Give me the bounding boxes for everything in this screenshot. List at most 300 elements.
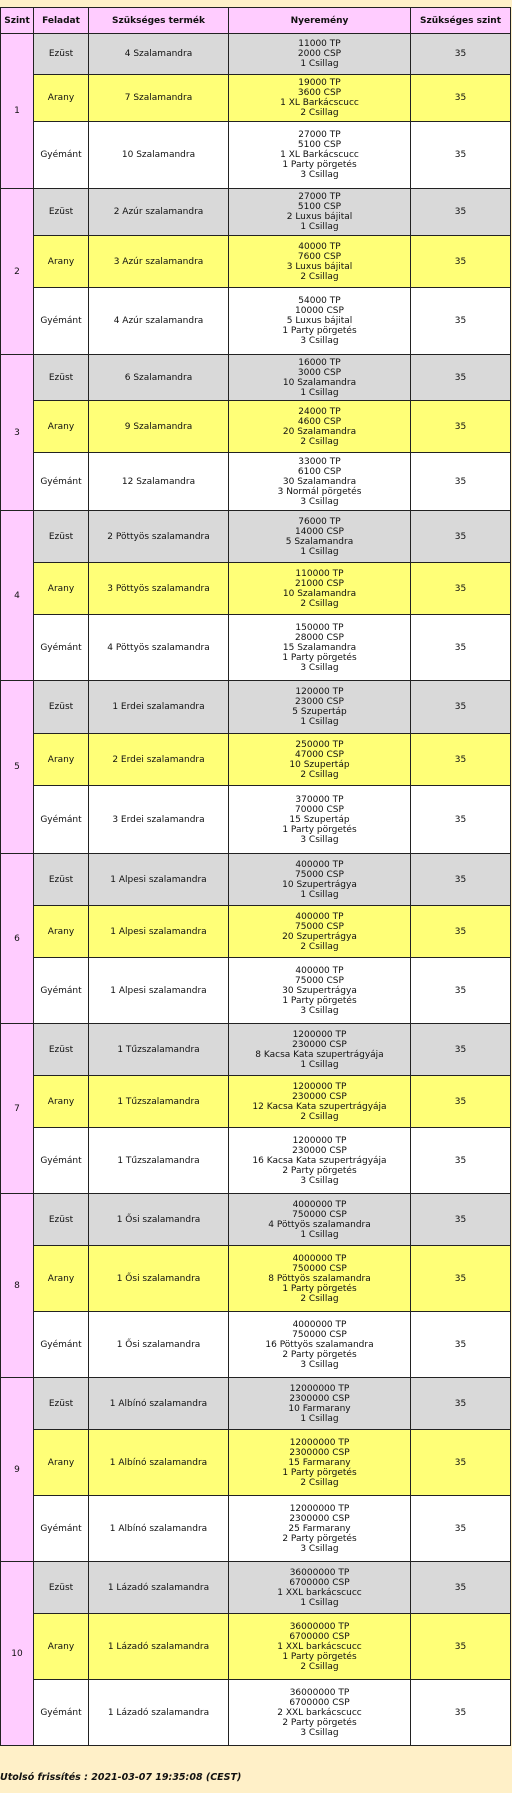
reward-line: 2 Csillag [300,436,339,447]
table-row [1,511,511,563]
task-cell: Arany [34,1076,89,1128]
reward-line: 6100 CSP [297,466,342,477]
reward-line: 28000 CSP [295,632,344,643]
reward-cell [229,75,411,122]
reward-cell [229,453,411,511]
reward-line: 2 Csillag [300,108,339,118]
reward-line: 2 Party pörgetés [282,1533,357,1544]
reward-cell [229,1076,411,1128]
level-cell: 9 [1,1378,34,1562]
reward-line: 11000 TP [298,39,341,49]
header-required-level: Szükséges szint [411,8,511,34]
reward-cell [229,1680,411,1746]
level-cell: 10 [1,1562,34,1746]
table-body [1,34,511,1746]
product-cell: 1 Ősi szalamandra [89,1194,229,1246]
reward-line: 20 Szupertrágya [282,931,357,942]
reward-cell [229,1246,411,1312]
product-cell: 1 Erdei szalamandra [89,681,229,734]
task-cell: Gyémánt [34,615,89,681]
required-level-cell: 35 [411,288,511,355]
reward-line: 54000 TP [298,296,341,306]
required-level-cell: 35 [411,615,511,681]
table-row [1,189,511,236]
required-level-cell: 35 [411,1128,511,1194]
task-cell: Gyémánt [34,288,89,355]
required-level-cell: 35 [411,1680,511,1746]
required-level-cell: 35 [411,122,511,189]
reward-cell [229,1194,411,1246]
reward-line: 1 Csillag [300,222,339,232]
task-cell: Arany [34,401,89,453]
table-row [1,236,511,288]
product-cell: 12 Szalamandra [89,453,229,511]
level-cell: 8 [1,1194,34,1378]
table-row [1,786,511,854]
reward-cell [229,1128,411,1194]
reward-line: 3 Csillag [300,662,339,673]
reward-line: 3 Csillag [300,1727,339,1738]
reward-line: 2 Csillag [300,1477,339,1488]
reward-cell [229,906,411,958]
reward-line: 2 XXL barkácscucc [277,1707,362,1718]
reward-line: 2 Party pörgetés [282,1349,357,1360]
reward-line: 1 Party pörgetés [282,652,357,663]
reward-line: 1 Csillag [300,1413,339,1424]
reward-line: 40000 TP [298,241,341,252]
task-cell: Gyémánt [34,786,89,854]
table-row [1,453,511,511]
task-cell: Gyémánt [34,1680,89,1746]
reward-line: 230000 CSP [292,1091,347,1102]
reward-line: 1200000 TP [292,1135,347,1146]
header-row [1,8,511,34]
reward-line: 5 Luxus bájital [286,316,353,326]
task-cell: Gyémánt [34,1312,89,1378]
reward-cell [229,958,411,1024]
task-cell: Ezüst [34,1024,89,1076]
reward-line: 75000 CSP [295,869,344,880]
reward-line: 1 Csillag [300,889,339,900]
reward-line: 1 Party pörgetés [282,160,357,170]
reward-line: 16000 TP [298,357,341,368]
reward-line: 2 Party pörgetés [282,1717,357,1728]
reward-line: 4600 CSP [297,416,342,427]
reward-line: 19000 TP [298,78,341,88]
table-row [1,1128,511,1194]
reward-line: 1 Party pörgetés [282,1467,357,1478]
reward-cell [229,615,411,681]
product-cell: 1 Albínó szalamandra [89,1496,229,1562]
reward-line: 75000 CSP [295,975,344,986]
reward-line: 1 Csillag [300,1059,339,1070]
table-row [1,681,511,734]
reward-line: 750000 CSP [292,1329,347,1340]
reward-line: 2 Luxus bájital [286,212,353,222]
reward-line: 12 Kacsa Kata szupertrágyája [252,1101,387,1112]
level-cell: 7 [1,1024,34,1194]
task-cell: Ezüst [34,1194,89,1246]
reward-line: 400000 TP [295,965,344,976]
reward-line: 2 Csillag [300,769,339,780]
reward-cell [229,563,411,615]
reward-cell [229,854,411,906]
reward-line: 250000 TP [295,739,344,750]
task-cell: Arany [34,906,89,958]
reward-cell [229,34,411,75]
table-row [1,1076,511,1128]
required-level-cell: 35 [411,1496,511,1562]
required-level-cell: 35 [411,189,511,236]
required-level-cell: 35 [411,734,511,786]
reward-line: 5 Szalamandra [285,536,354,547]
table-row [1,734,511,786]
reward-line: 4000000 TP [292,1253,347,1264]
reward-line: 36000000 TP [289,1687,350,1698]
task-cell: Ezüst [34,189,89,236]
reward-line: 10 Farmarany [288,1403,351,1414]
reward-line: 3 Csillag [300,834,339,845]
reward-line: 27000 TP [298,192,341,202]
reward-line: 12000000 TP [289,1503,350,1514]
task-cell: Gyémánt [34,1128,89,1194]
task-cell: Arany [34,236,89,288]
reward-line: 370000 TP [295,794,344,805]
table-row [1,1246,511,1312]
table-row [1,958,511,1024]
reward-line: 1 Party pörgetés [282,1283,357,1294]
table-row [1,355,511,401]
product-cell: 1 Alpesi szalamandra [89,906,229,958]
reward-line: 750000 CSP [292,1209,347,1220]
reward-cell [229,401,411,453]
reward-line: 15 Szalamandra [282,642,357,653]
reward-line: 75000 CSP [295,921,344,932]
product-cell: 4 Azúr szalamandra [89,288,229,355]
table-row [1,1562,511,1614]
required-level-cell: 35 [411,906,511,958]
reward-cell [229,1378,411,1430]
reward-line: 400000 TP [295,911,344,922]
reward-line: 2 Csillag [300,1293,339,1304]
reward-line: 1 XL Barkácscucc [280,98,359,108]
table-row [1,401,511,453]
reward-line: 3 Csillag [300,1005,339,1016]
reward-line: 10 Szupertrágya [282,879,357,890]
reward-line: 1 Party pörgetés [282,326,357,336]
product-cell: 2 Azúr szalamandra [89,189,229,236]
task-cell: Gyémánt [34,453,89,511]
reward-cell [229,734,411,786]
product-cell: 1 Lázadó szalamandra [89,1614,229,1680]
reward-line: 8 Pöttyös szalamandra [268,1273,371,1284]
reward-line: 2000 CSP [297,49,342,59]
reward-line: 3 Csillag [300,336,339,346]
reward-line: 10 Szupertáp [289,759,350,770]
reward-line: 230000 CSP [292,1039,347,1050]
reward-line: 750000 CSP [292,1263,347,1274]
table-row [1,75,511,122]
task-cell: Arany [34,75,89,122]
reward-line: 230000 CSP [292,1145,347,1156]
task-cell: Arany [34,1614,89,1680]
required-level-cell: 35 [411,681,511,734]
table-row [1,854,511,906]
table-row [1,1496,511,1562]
reward-line: 4000000 TP [292,1319,347,1330]
required-level-cell: 35 [411,1194,511,1246]
required-level-cell: 35 [411,511,511,563]
reward-line: 30 Szupertrágya [282,985,357,996]
reward-cell [229,1614,411,1680]
reward-line: 16 Pöttyös szalamandra [265,1339,374,1350]
table-row [1,122,511,189]
table-row [1,288,511,355]
table-row [1,615,511,681]
reward-line: 36000000 TP [289,1567,350,1578]
reward-line: 1200000 TP [292,1081,347,1092]
reward-cell [229,122,411,189]
header-reward: Nyeremény [229,8,411,34]
reward-cell [229,189,411,236]
level-cell: 4 [1,511,34,681]
task-cell: Gyémánt [34,1496,89,1562]
table-row [1,1614,511,1680]
reward-line: 1200000 TP [292,1029,347,1040]
reward-line: 6700000 CSP [289,1697,350,1708]
reward-line: 2 Csillag [300,1661,339,1672]
reward-line: 6700000 CSP [289,1577,350,1588]
reward-line: 2 Csillag [300,598,339,609]
reward-line: 3600 CSP [297,88,342,98]
reward-line: 70000 CSP [295,804,344,815]
product-cell: 1 Alpesi szalamandra [89,854,229,906]
task-cell: Arany [34,1430,89,1496]
reward-line: 1 XXL barkácscucc [277,1641,362,1652]
reward-line: 10 Szalamandra [282,377,357,388]
reward-line: 2300000 CSP [289,1393,350,1404]
reward-line: 2300000 CSP [289,1513,350,1524]
product-cell: 1 Ősi szalamandra [89,1246,229,1312]
reward-line: 1 Party pörgetés [282,995,357,1006]
reward-line: 16 Kacsa Kata szupertrágyája [252,1155,387,1166]
required-level-cell: 35 [411,355,511,401]
reward-line: 20 Szalamandra [282,426,357,437]
header-feladat: Feladat [34,8,89,34]
reward-cell [229,288,411,355]
reward-line: 1 Csillag [300,717,339,727]
reward-line: 2 Party pörgetés [282,1165,357,1176]
required-level-cell: 35 [411,854,511,906]
reward-cell [229,355,411,401]
product-cell: 1 Tűzszalamandra [89,1076,229,1128]
product-cell: 1 Albínó szalamandra [89,1430,229,1496]
required-level-cell: 35 [411,75,511,122]
reward-line: 2 Csillag [300,271,339,282]
reward-line: 150000 TP [295,622,344,633]
header-product: Szükséges termék [89,8,229,34]
required-level-cell: 35 [411,1378,511,1430]
reward-line: 1 XXL barkácscucc [277,1587,362,1598]
reward-line: 3000 CSP [297,367,342,378]
required-level-cell: 35 [411,1562,511,1614]
required-level-cell: 35 [411,236,511,288]
reward-line: 3 Normál pörgetés [277,486,362,497]
reward-line: 1 XL Barkácscucc [280,150,359,160]
product-cell: 2 Erdei szalamandra [89,734,229,786]
task-cell: Arany [34,563,89,615]
product-cell: 1 Ősi szalamandra [89,1312,229,1378]
rewards-table [0,7,511,1746]
required-level-cell: 35 [411,1430,511,1496]
reward-line: 1 Csillag [300,546,339,557]
reward-line: 4 Pöttyös szalamandra [268,1219,371,1230]
required-level-cell: 35 [411,958,511,1024]
product-cell: 3 Azúr szalamandra [89,236,229,288]
reward-line: 5 Szupertáp [292,707,347,717]
reward-line: 3 Luxus bájital [286,261,353,272]
reward-line: 7600 CSP [297,251,342,262]
task-cell: Gyémánt [34,122,89,189]
product-cell: 1 Tűzszalamandra [89,1128,229,1194]
reward-line: 27000 TP [298,130,341,140]
reward-cell [229,1312,411,1378]
required-level-cell: 35 [411,1246,511,1312]
table-row [1,34,511,75]
product-cell: 9 Szalamandra [89,401,229,453]
level-cell: 1 [1,34,34,189]
task-cell: Ezüst [34,34,89,75]
reward-line: 47000 CSP [295,749,344,760]
required-level-cell: 35 [411,1614,511,1680]
reward-cell [229,1496,411,1562]
product-cell: 6 Szalamandra [89,355,229,401]
reward-line: 1 Party pörgetés [282,1651,357,1662]
product-cell: 1 Albínó szalamandra [89,1378,229,1430]
required-level-cell: 35 [411,453,511,511]
product-cell: 3 Pöttyös szalamandra [89,563,229,615]
header-szint: Szint [1,8,34,34]
reward-line: 120000 TP [295,687,344,697]
reward-cell [229,236,411,288]
reward-line: 2300000 CSP [289,1447,350,1458]
reward-line: 5100 CSP [297,140,342,150]
reward-line: 110000 TP [295,568,344,579]
reward-line: 3 Csillag [300,1359,339,1370]
table-row [1,1680,511,1746]
task-cell: Ezüst [34,511,89,563]
reward-line: 1 Csillag [300,59,339,69]
required-level-cell: 35 [411,1076,511,1128]
task-cell: Ezüst [34,355,89,401]
reward-line: 1 Party pörgetés [282,824,357,835]
required-level-cell: 35 [411,34,511,75]
reward-cell [229,1430,411,1496]
reward-line: 15 Farmarany [288,1457,351,1468]
product-cell: 3 Erdei szalamandra [89,786,229,854]
reward-line: 25 Farmarany [288,1523,351,1534]
reward-line: 10000 CSP [295,306,344,316]
reward-line: 4000000 TP [292,1199,347,1210]
task-cell: Arany [34,1246,89,1312]
level-cell: 6 [1,854,34,1024]
task-cell: Gyémánt [34,958,89,1024]
product-cell: 4 Pöttyös szalamandra [89,615,229,681]
required-level-cell: 35 [411,1312,511,1378]
reward-line: 400000 TP [295,859,344,870]
level-cell: 3 [1,355,34,511]
reward-line: 3 Csillag [300,1175,339,1186]
table-row [1,563,511,615]
reward-line: 36000000 TP [289,1621,350,1632]
reward-line: 8 Kacsa Kata szupertrágyája [255,1049,384,1060]
reward-line: 30 Szalamandra [282,476,357,487]
task-cell: Ezüst [34,681,89,734]
reward-line: 1 Csillag [300,1597,339,1608]
reward-line: 14000 CSP [295,526,344,537]
required-level-cell: 35 [411,401,511,453]
product-cell: 1 Lázadó szalamandra [89,1680,229,1746]
reward-line: 2 Csillag [300,1111,339,1122]
reward-line: 15 Szupertáp [289,814,350,825]
required-level-cell: 35 [411,563,511,615]
reward-line: 1 Csillag [300,1229,339,1240]
reward-line: 12000000 TP [289,1437,350,1448]
reward-line: 12000000 TP [289,1383,350,1394]
task-cell: Ezüst [34,1562,89,1614]
task-cell: Ezüst [34,1378,89,1430]
reward-cell [229,1562,411,1614]
table-row [1,906,511,958]
last-updated-text: Utolsó frissítés : 2021-03-07 19:35:08 (CEST) [0,1772,242,1783]
reward-line: 3 Csillag [300,170,339,180]
reward-line: 33000 TP [298,456,341,467]
reward-line: 5100 CSP [297,202,342,212]
table-row [1,1430,511,1496]
table-row [1,1378,511,1430]
product-cell: 1 Lázadó szalamandra [89,1562,229,1614]
reward-line: 76000 TP [298,516,341,527]
product-cell: 1 Alpesi szalamandra [89,958,229,1024]
reward-line: 24000 TP [298,406,341,417]
reward-cell [229,786,411,854]
level-cell: 2 [1,189,34,355]
product-cell: 2 Pöttyös szalamandra [89,511,229,563]
level-cell: 5 [1,681,34,854]
reward-cell [229,511,411,563]
reward-cell [229,681,411,734]
reward-line: 23000 CSP [295,697,344,707]
product-cell: 10 Szalamandra [89,122,229,189]
table-row [1,1024,511,1076]
required-level-cell: 35 [411,1024,511,1076]
product-cell: 1 Tűzszalamandra [89,1024,229,1076]
reward-line: 6700000 CSP [289,1631,350,1642]
product-cell: 4 Szalamandra [89,34,229,75]
table-row [1,1194,511,1246]
reward-line: 1 Csillag [300,387,339,398]
product-cell: 7 Szalamandra [89,75,229,122]
reward-line: 10 Szalamandra [282,588,357,599]
table-row [1,1312,511,1378]
required-level-cell: 35 [411,786,511,854]
reward-line: 3 Csillag [300,496,339,507]
reward-line: 2 Csillag [300,941,339,952]
reward-cell [229,1024,411,1076]
task-cell: Arany [34,734,89,786]
reward-line: 3 Csillag [300,1543,339,1554]
task-cell: Ezüst [34,854,89,906]
